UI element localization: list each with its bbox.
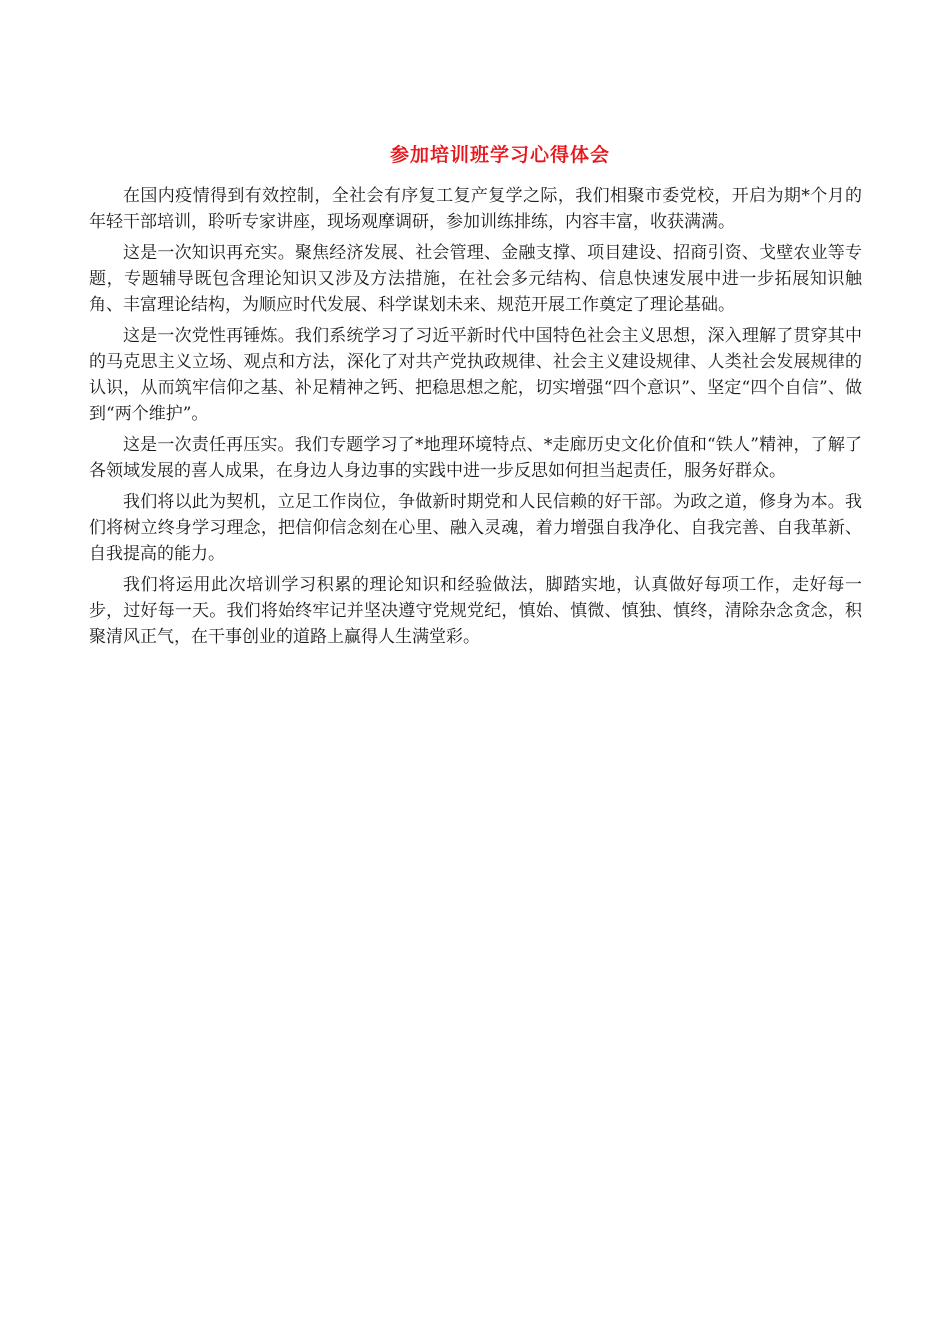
paragraph-knowledge: 这是一次知识再充实。聚焦经济发展、社会管理、金融支撑、项目建设、招商引资、戈壁农业等专题，专题辅导既包含理论知识又涉及方法措施，在社会多元结构、信息快速发展中进一步拓展知识触角、丰富理论结构，为顺应时代发展、科学谋划未来、规范开展工作奠定了理论基础。 [89, 243, 862, 315]
paragraph-intro: 在国内疫情得到有效控制，全社会有序复工复产复学之际，我们相聚市委党校，开启为期*个月的年轻干部培训，聆听专家讲座，现场观摩调研，参加训练排练，内容丰富，收获满满。 [89, 186, 862, 232]
paragraph-party-spirit: 这是一次党性再锤炼。我们系统学习了习近平新时代中国特色社会主义思想，深入理解了贯穿其中的马克思主义立场、观点和方法，深化了对共产党执政规律、社会主义建设规律、人类社会发展规律的认识，从而筑牢信仰之基、补足精神之钙、把稳思想之舵，切实增强“四个意识”、坚定“四个自信”、做到“两个维护”。 [89, 326, 862, 424]
paragraph-responsibility: 这是一次责任再压实。我们专题学习了*地理环境特点、*走廊历史文化价值和“铁人”精神，了解了各领域发展的喜人成果，在身边人身边事的实践中进一步反思如何担当起责任，服务好群众。 [89, 435, 862, 481]
paragraph-conclusion: 我们将运用此次培训学习积累的理论知识和经验做法，脚踏实地，认真做好每项工作，走好每一步，过好每一天。我们将始终牢记并坚决遵守党规党纪，慎始、慎微、慎独、慎终，清除杂念贪念，积聚清风正气，在干事创业的道路上赢得人生满堂彩。 [89, 575, 862, 647]
document-title: 参加培训班学习心得体会 [389, 144, 610, 166]
paragraph-commitment: 我们将以此为契机，立足工作岗位，争做新时期党和人民信赖的好干部。为政之道，修身为本。我们将树立终身学习理念，把信仰信念刻在心里、融入灵魂，着力增强自我净化、自我完善、自我革新、自我提高的能力。 [89, 492, 862, 564]
document-body [89, 183, 862, 655]
